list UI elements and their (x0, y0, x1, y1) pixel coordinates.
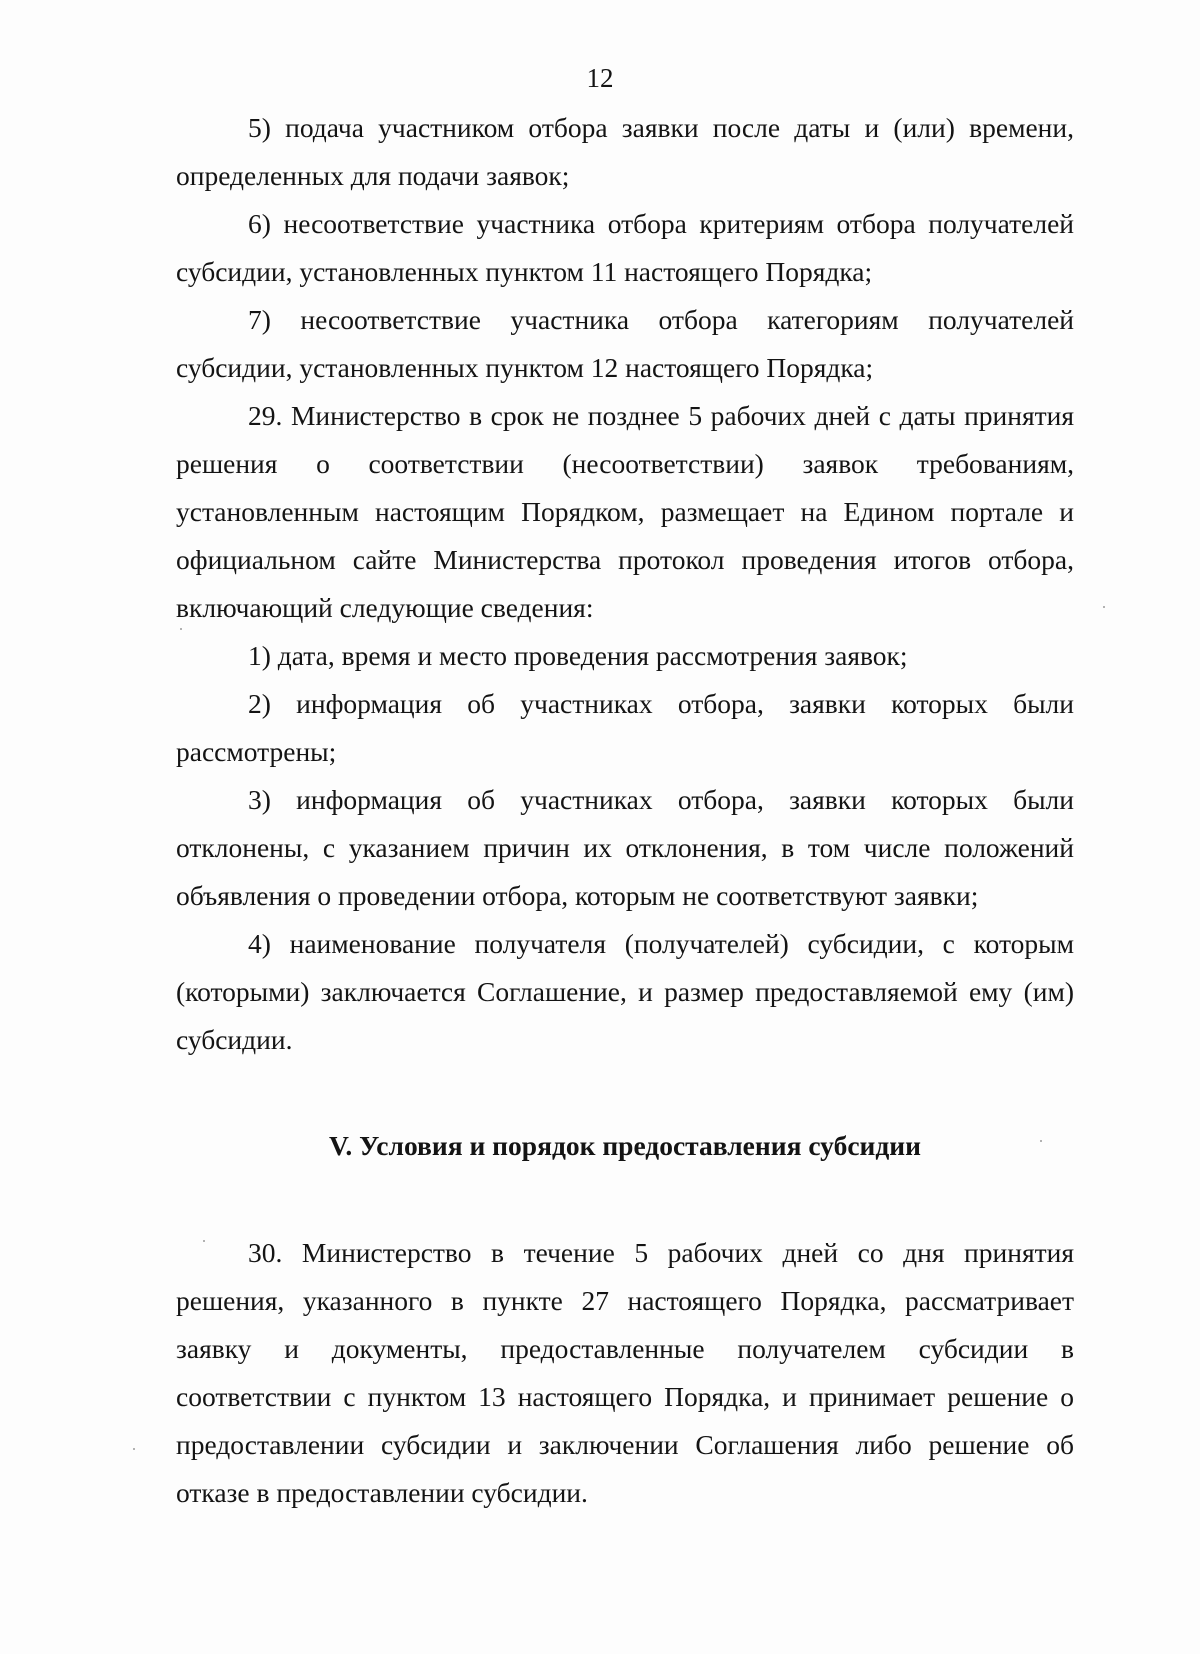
list-item-7: 7) несоответствие участника отбора категориям получателей субсидии, установленных пунктом 12 настоящего Порядка; (176, 304, 1074, 383)
document-body (176, 104, 1074, 1517)
scan-speck (133, 1448, 135, 1450)
section-heading: V. Условия и порядок предоставления субсидии (329, 1130, 921, 1161)
scan-speck (1040, 1140, 1042, 1142)
clause-29-item-1: 1) дата, время и место проведения рассмотрения заявок; (248, 640, 908, 671)
clause-29-item-2: 2) информация об участниках отбора, заявки которых были рассмотрены; (176, 688, 1074, 767)
scan-speck (1103, 606, 1105, 608)
scan-speck (203, 1240, 205, 1242)
clause-29-item-3: 3) информация об участниках отбора, заявки которых были отклонены, с указанием причин их отклонения, в том числе положений объявления о проведении отбора, которым не соответствуют заявки; (176, 784, 1074, 911)
page-number: 12 (586, 63, 614, 93)
clause-29: 29. Министерство в срок не позднее 5 рабочих дней с даты принятия решения о соответствии (несоответствии) заявок требованиям, установленным настоящим Порядком, размещает на Едином портале и официальном сайте Министерства протокол проведения итогов отбора, включающий следующие сведения: (176, 400, 1074, 623)
list-item-6: 6) несоответствие участника отбора критериям отбора получателей субсидии, установленных пунктом 11 настоящего Порядка; (176, 208, 1074, 287)
clause-29-item-4: 4) наименование получателя (получателей) субсидии, с которым (которыми) заключается Соглашение, и размер предоставляемой ему (им) субсидии. (176, 928, 1074, 1055)
scan-speck (180, 628, 182, 630)
list-item-5: 5) подача участником отбора заявки после даты и (или) времени, определенных для подачи заявок; (176, 112, 1074, 191)
clause-30: 30. Министерство в течение 5 рабочих дней со дня принятия решения, указанного в пункте 27 настоящего Порядка, рассматривает заявку и документы, предоставленные получателем субсидии в соответствии с пунктом 13 настоящего Порядка, и принимает решение о предоставлении субсидии и заключении Соглашения либо решение об отказе в предоставлении субсидии. (176, 1237, 1074, 1508)
